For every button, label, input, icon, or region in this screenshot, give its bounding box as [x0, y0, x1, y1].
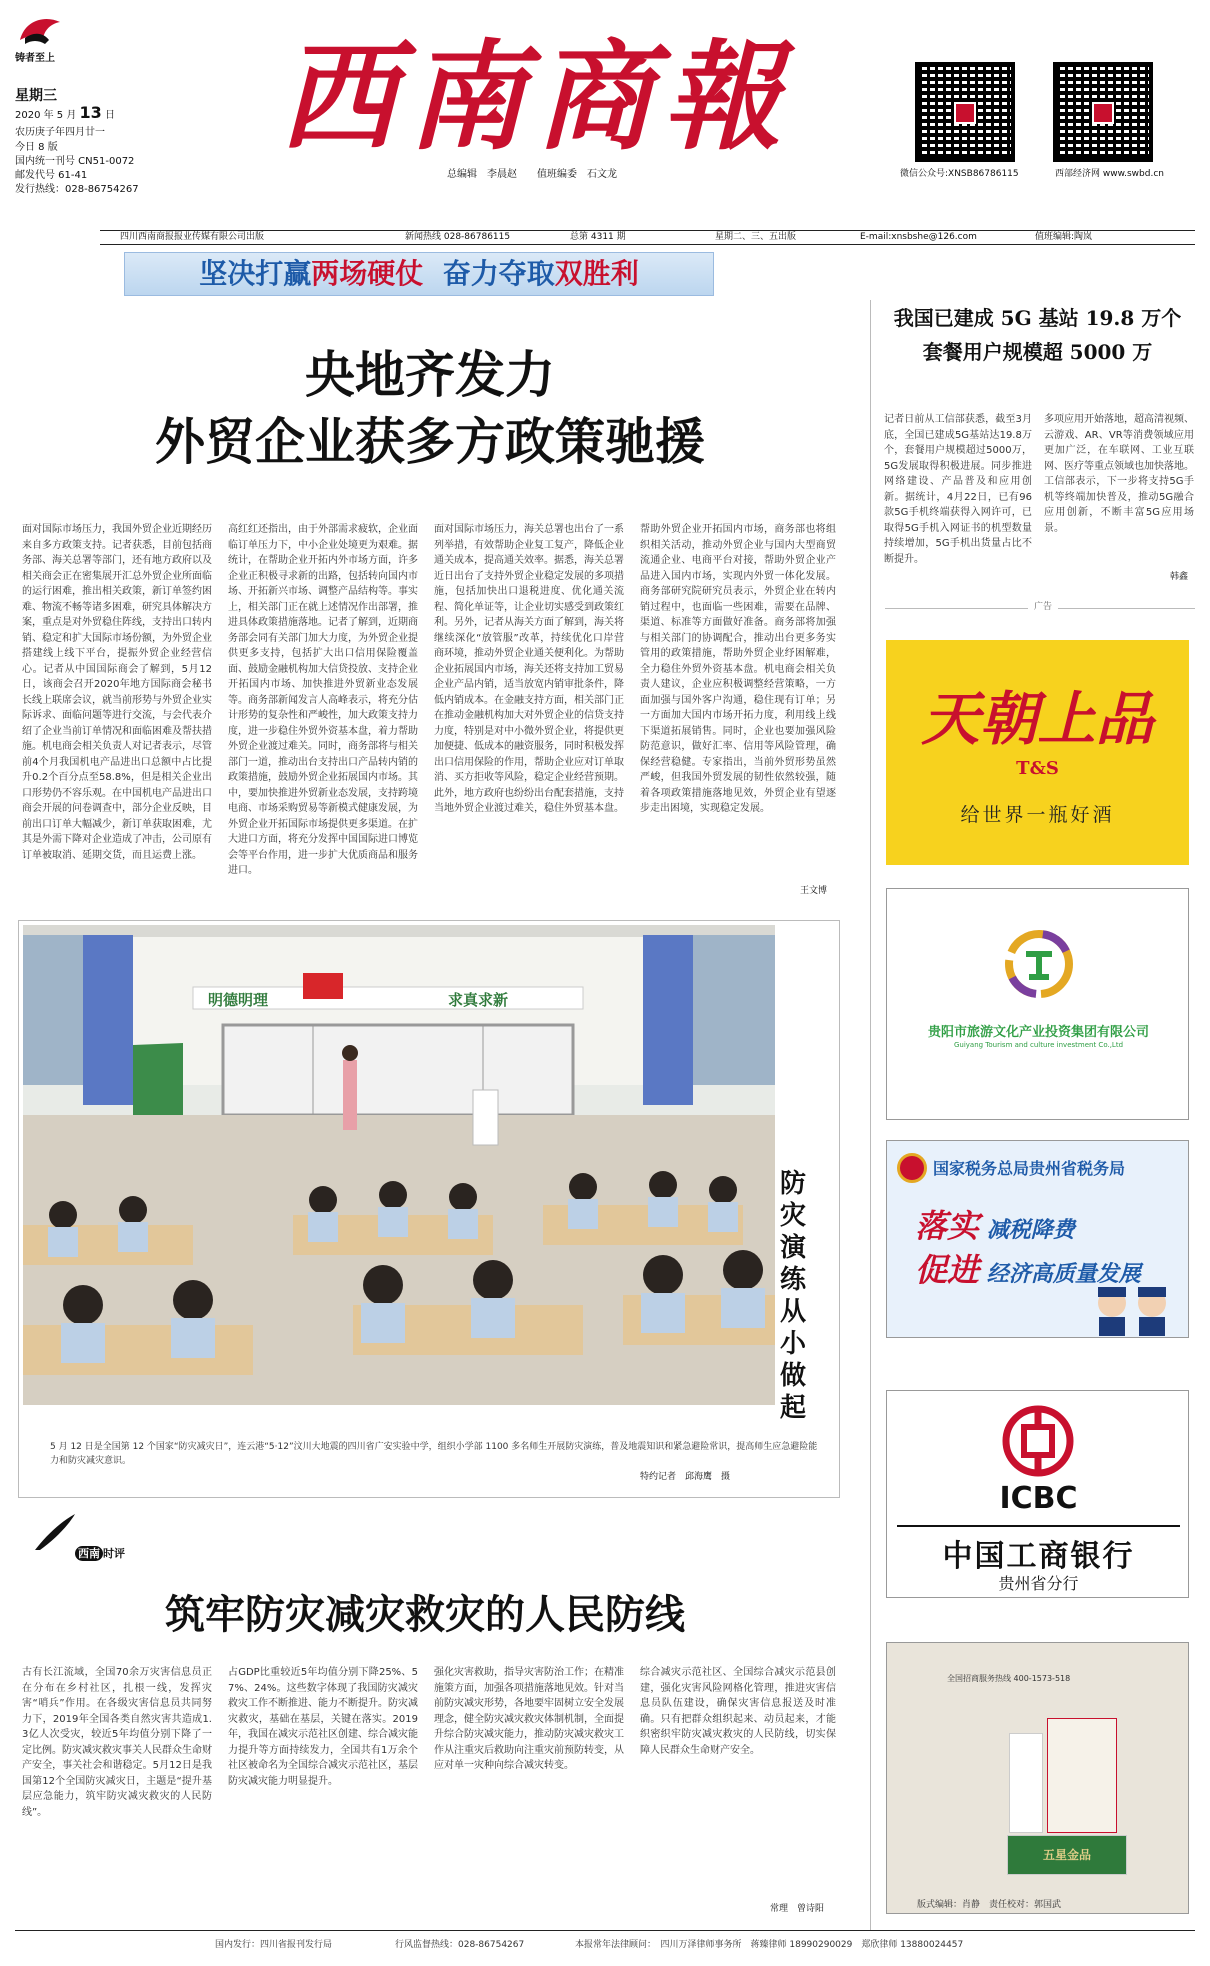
side-news-title-line1: 我国已建成 5G 基站 19.8 万个: [893, 306, 1182, 330]
lunar-date: 农历庚子年四月廿一: [15, 127, 105, 138]
page-count: 今日 8 版: [15, 142, 58, 153]
newspaper-logo-icon: [15, 10, 65, 50]
icbc-logo-icon: [1002, 1405, 1074, 1477]
ad-label: 广告: [1028, 600, 1058, 614]
ad-tianchao-slogan: 给世界一瓶好酒: [960, 804, 1115, 826]
date: [15, 103, 115, 123]
ad-tax-line1-a: 落实: [915, 1207, 980, 1245]
photo-credit: 特约记者 邱海鹰 摄: [640, 1472, 731, 1482]
newspaper-title: 西南商報: [278, 27, 791, 166]
photo-caption: 5 月 12 日是全国第 12 个国家“防灾减灾日”，连云港“5·12”汶川大地震的四川省广安实验中学，组织小学部 1100 多名师生开展防灾演练，普及地震知识和紧急避险常识，提高师生应急避险能力和防灾减灾意识。: [50, 1442, 818, 1466]
commentary-col4: 综合减灾示范社区、全国综合减灾示范县创建，强化灾害风险网格化管理，推进灾害信息员队伍建设，确保灾害信息报送及时准确。只有把群众组织起来、动员起来，才能织密织牢防灾减灾救灾的人民防线，切实保障人民群众生命财产安全。: [640, 1667, 836, 1756]
ad-tianchao-sub: T&S: [1016, 758, 1059, 779]
masthead-slogan: 铸者至上: [15, 53, 55, 64]
photo-side-title: 防灾演练 从小做起: [780, 1169, 807, 1423]
bottom-legal: 本报常年法律顾问： 四川万泽律师事务所 蒋臻律师 18990290029 郑欣律师 13880024457: [575, 1940, 964, 1950]
info-bar: [100, 231, 1195, 244]
bottom-distribution: 国内发行：四川省报刊发行局: [215, 1940, 333, 1950]
ad-tianchao-name: 天朝上品: [921, 685, 1154, 753]
liquor-bottle-icon: [1009, 1733, 1043, 1833]
ad-tax-line2-b: 经济高质量发展: [986, 1262, 1141, 1287]
headline-line1: 央地齐发力: [305, 346, 555, 404]
pen-icon: [30, 1512, 80, 1552]
classroom-banner-left: 明德明理: [208, 991, 269, 1009]
publish-days: 星期二、三、五出版: [715, 232, 797, 242]
bottom-hotline: 行风监督热线：028-86754267: [395, 1940, 525, 1950]
ad-tourism-name: 贵阳市旅游文化产业投资集团有限公司: [927, 1025, 1149, 1040]
ad-tianchao[interactable]: [886, 640, 1189, 865]
police-mascot-icon: [1087, 1281, 1177, 1336]
side-news-col1: 记者日前从工信部获悉，截至3月底，全国已建成5G基站达19.8万个，套餐用户规模超过5000万，5G发展取得积极进展。同步推进网络建设、产品普及和应用创新。据统计，4月22日，已有96款5G手机终端获得入网许可，已取得5G手机入网证书的机型数量持续增加，5G手机出货量占比不断提升。: [884, 414, 1032, 565]
main-article-col3: 面对国际市场压力，海关总署也出台了一系列举措，有效帮助企业复工复产，降低企业通关成本，提高通关效率。据悉，海关总署近日出台了支持外贸企业稳定发展的多项措施，包括加快出口退税进度、优化通关流程、简化单证等，让企业切实感受到政策红利。另外，记者从海关方面了解到，海关将继续深化“放管服”改革，持续优化口岸营商环境，推动外贸企业通关便利化。为帮助企业拓展国内市场，海关还将支持加工贸易企业产品内销，适当放宽内销审批条件，降低内销成本。在金融支持方面，相关部门正在推动金融机构加大对外贸企业的信贷支持力度，特别是对中小微外贸企业，将提供更加便捷、低成本的融资服务，同时积极发挥出口信用保险的作用，帮助企业应对订单取消、买方拒收等风险，稳定企业经营预期。此外，地方政府也纷纷出台配套措施，支持当地外贸企业渡过难关，稳住外贸基本盘。: [434, 524, 624, 814]
ad-icbc[interactable]: [886, 1390, 1189, 1598]
ad-tourism-en: Guiyang Tourism and culture investment Co.,Ltd: [953, 1041, 1124, 1049]
classroom-illustration: [23, 925, 775, 1405]
tax-emblem-icon: [897, 1153, 927, 1183]
postal-code: 邮发代号 61-41: [15, 170, 88, 181]
duty-editor: 值班编辑:陶岚: [1035, 232, 1093, 242]
ad-icbc-cn: 中国工商银行: [942, 1539, 1135, 1574]
banner-part3: 奋力夺取: [442, 257, 555, 290]
ad-tax-line1-b: 减税降费: [986, 1218, 1075, 1243]
date-suffix: 日: [105, 110, 115, 121]
news-hotline: 新闻热线 028-86786115: [405, 232, 511, 242]
side-news-byline: 韩鑫: [1170, 572, 1189, 582]
ad-tax[interactable]: [886, 1140, 1189, 1338]
main-article-col2: 高红红还指出，由于外部需求疲软，企业面临订单压力下，中小企业处境更为艰难。据统计，在帮助企业开拓内外市场方面，许多企业正积极寻求新的出路，包括转向国内市场、开拓新兴市场、调整产品结构等。事实上，相关部门正在就上述情况作出部署，推进具体政策措施落地。记者了解到，近期商务部会同有关部门加大力度，为外贸企业提供更多支持，包括扩大出口信用保险覆盖面、鼓励金融机构加大信贷投放、支持企业开拓国内市场、加快推进外贸新业态发展等。商务部新闻发言人高峰表示，将充分估计形势的复杂性和严峻性，加大政策支持力度，进一步稳住外贸外资基本盘，着力帮助外贸企业渡过难关。同时，商务部将与相关部门一道，推动出台支持出口产品转内销的政策措施，鼓励外贸企业拓展国内市场。其中，要加快推进外贸新业态发展，支持跨境电商、市场采购贸易等新模式健康发展，为外贸企业开拓国际市场提供更多渠道。在扩大进口方面，将充分发挥中国国际进口博览会等平台作用，进一步扩大优质商品和服务进口。: [228, 524, 418, 876]
commentary-col2: 占GDP比重较近5年均值分别下降25%、57%、24%。这些数字体现了我国防灾减灾救灾工作不断推进、能力不断提升。防灾减灾救灾，基础在基层，关键在落实。2019年，我国在减灾示范社区创建、综合减灾能力提升等方面持续发力，全国共有1万余个社区被命名为全国综合减灾示范社区，基层防灾减灾能力明显提升。: [228, 1667, 418, 1787]
qr-center-logo-icon: [1092, 102, 1114, 124]
ad-icbc-branch: 贵州省分行: [998, 1574, 1079, 1593]
divider: [870, 300, 871, 1930]
ad-liquor-phone: 全国招商服务热线 400-1573-518: [947, 1674, 1071, 1683]
ad-tax-line2-a: 促进: [915, 1251, 980, 1289]
divider: [100, 244, 1195, 245]
banner-part4: 双胜利: [554, 257, 639, 290]
divider: [15, 1930, 1195, 1931]
commentary-col1: 古有长江流域，全国70余万灾害信息员正在分布在乡村社区，扎根一线，发挥灾害“哨兵”作用。在各级灾害信息员共同努力下，2019年全国各类自然灾害共造成1.3亿人次受灾，较近5年均值分别下降了一定比例。防灾减灾救灾事关人民群众生命财产安全，事关社会和谐稳定。5月12日是我国第12个全国防灾减灾日，主题是“提升基层应急能力，筑牢防灾减灾救灾的人民防线”。: [22, 1667, 212, 1818]
headline-line2: 外贸企业获多方政策驰援: [155, 413, 705, 471]
cn-number: 国内统一刊号 CN51-0072: [15, 156, 135, 167]
ad-liquor[interactable]: [886, 1642, 1189, 1914]
tourism-logo-icon: [1004, 929, 1074, 999]
hotline: 发行热线：028-86754267: [15, 184, 139, 195]
classroom-photo: [23, 925, 775, 1405]
banner-part1: 坚决打赢: [199, 257, 312, 290]
main-article-col1: 面对国际市场压力，我国外贸企业近期经历来自多方政策支持。记者获悉，目前包括商务部、海关总署等部门，还有地方政府以及相关商会正在密集展开汇总外贸企业所面临的运行困难，推出相关政策，新订单签约困难、物流不畅等诸多困难，研究具体解决方案，重点是对外贸稳住阵线，支持出口转内销、稳定和扩大国际市场份额，为外贸企业搭建线上线下平台，提振外贸企业经营信心。记者从中国国际商会了解到，5月12日，该商会召开2020年地方国际商会秘书长线上联席会议，就当前形势与外贸企业实际诉求、面临问题等进行交流，与会代表介绍了企业当前订单情况和面临困难及帮扶措施。机电商会相关负责人对记者表示，尽管前4个月我国机电产品进出口总额中占比提升0.2个百分点至58.8%，但是相关企业出口形势仍不容乐观。在中国机电产品进出口商会开展的问卷调查中，部分企业反映，目前出口订单大幅减少，新订单获取困难，尤其是外需下降对企业造成了冲击，公司原有订单被取消、延期交货，而且运费上涨。: [22, 524, 212, 861]
masthead: [15, 10, 1195, 195]
ad-icbc-en: ICBC: [999, 1481, 1078, 1516]
commentary-tag: [75, 1545, 125, 1561]
liquor-box-icon: [1047, 1718, 1117, 1833]
date-day: 13: [79, 103, 102, 122]
ad-tourism[interactable]: [886, 888, 1189, 1120]
ad-footer: 版式编辑：肖静 责任校对：郭国武: [917, 1900, 1062, 1910]
editors: 总编辑 李晨赵 值班编委 石文龙: [447, 169, 617, 180]
commentary-byline: 常理 曾诗阳: [770, 1904, 825, 1914]
side-news-col2: 多项应用开始落地，超高清视频、云游戏、AR、VR等消费领域应用更加广泛，在车联网、工业互联网、医疗等重点领域也加快落地。工信部表示，下一步将支持5G手机等终端加快普及，推动5G融合应用创新，不断丰富5G应用场景。: [1044, 414, 1194, 534]
ad-icbc-divider: [897, 1525, 1180, 1527]
main-article-byline: 王文博: [800, 886, 828, 896]
weekday: 星期三: [15, 88, 57, 104]
banner-part2: 两场硬仗: [311, 257, 424, 290]
website-qr-caption: 西部经济网 www.swbd.cn: [1055, 169, 1164, 179]
ad-tax-line1: [915, 1201, 1075, 1247]
commentary-tag-a: 西南: [75, 1546, 103, 1561]
main-article-col4: 帮助外贸企业开拓国内市场，商务部也将组织相关活动，推动外贸企业与国内大型商贸流通企业、电商平台对接，帮助外贸企业产品进入国内市场，实现内外贸一体化发展。商务部研究院研究员表示，外贸企业在转内销过程中，也面临一些困难，需要在品牌、渠道、标准等方面做好准备。商务部将加强与相关部门的协调配合，推动出台更多务实管用的政策措施，帮助外贸企业纾困解难，全力稳住外贸外资基本盘。机电商会相关负责人建议，企业应积极调整经营策略，一方面加强与国外客户沟通，稳住现有订单；另一方面加大国内市场开拓力度，利用线上线下渠道拓展销售。同时，企业也要加强风险防范意识，做好汇率、信用等风险管理，确保经营稳健。专家指出，当前外贸形势虽然严峻，但我国外贸发展的韧性依然较强，随着各项政策措施落地见效，外贸企业有望逐步走出困境，实现稳定发展。: [640, 524, 836, 814]
side-news-title-line2: 套餐用户规模超 5000 万: [922, 340, 1153, 364]
commentary-tag-b: 时评: [103, 1547, 125, 1560]
ad-tax-org: 国家税务总局贵州省税务局: [933, 1159, 1126, 1178]
issue-number: 总第 4311 期: [570, 232, 626, 242]
bottom-bar: [15, 1934, 1195, 1956]
commentary-col3: 强化灾害救助，指导灾害防治工作；在精准施策方面，加强各项措施落地见效。针对当前防灾减灾形势，各地要牢固树立安全发展理念，健全防灾减灾救灾体制机制，全面提升综合防灾减灾能力，推动防灾减灾救灾工作从注重灾后救助向注重灾前预防转变，从应对单一灾种向综合减灾转变。: [434, 1667, 624, 1771]
qr-center-logo-icon: [954, 102, 976, 124]
ad-liquor-brand: 五星金品: [1042, 1848, 1091, 1862]
commentary-title: 筑牢防灾减灾救灾的人民防线: [165, 1591, 685, 1638]
wechat-qr-caption: 微信公众号:XNSB86786115: [900, 169, 1019, 179]
date-prefix: 2020 年 5 月: [15, 110, 77, 121]
campaign-banner: [124, 252, 714, 296]
publisher: 四川西南商报报业传媒有限公司出版: [120, 232, 265, 242]
email: E-mail:xnsbshe@126.com: [860, 232, 977, 242]
classroom-banner-right: 求真求新: [448, 991, 509, 1009]
